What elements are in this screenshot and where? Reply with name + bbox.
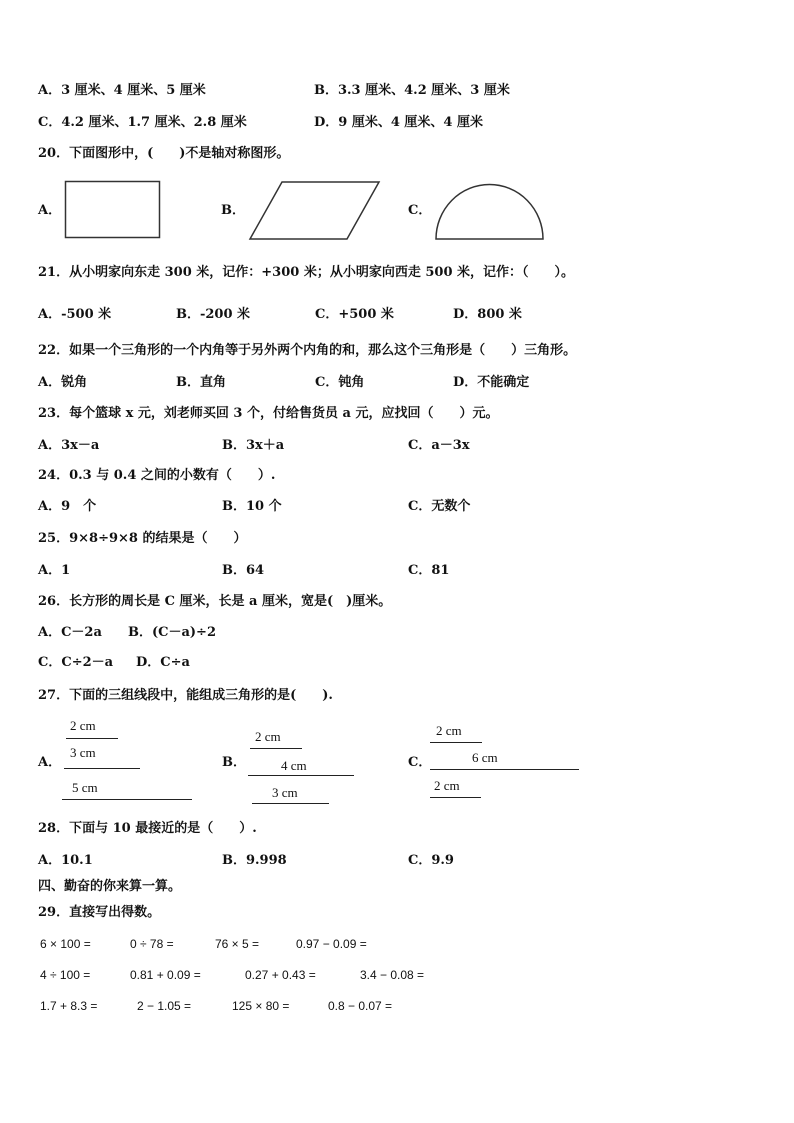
calc-item: 3.4 − 0.08 = (360, 968, 425, 982)
q21-option-d: D．800 米 (453, 307, 522, 322)
segment-b3 (252, 803, 329, 804)
segment-b3-label: 3 cm (272, 785, 298, 800)
q28-text: 28．下面与 10 最接近的是（ ）. (38, 821, 257, 836)
calc-item: 4 ÷ 100 = (40, 968, 91, 982)
parallelogram-figure (248, 180, 382, 242)
calc-item: 0.97 − 0.09 = (296, 937, 367, 951)
q19-option-c: C．4.2 厘米、1.7 厘米、2.8 厘米 (38, 115, 247, 130)
q22-text: 22．如果一个三角形的一个内角等于另外两个内角的和，那么这个三角形是（ ）三角形。 (38, 343, 577, 358)
q26-option-b: B．(C－a)÷2 (128, 625, 216, 640)
q22-option-b: B．直角 (176, 375, 226, 390)
q28-option-a: A．10.1 (38, 853, 93, 868)
calc-item: 0.27 + 0.43 = (245, 968, 316, 982)
semicircle-figure (434, 182, 546, 242)
q27-text: 27．下面的三组线段中，能组成三角形的是( ). (38, 688, 333, 703)
q26-option-c: C．C÷2－a (38, 655, 114, 670)
q20-text: 20．下面图形中，( )不是轴对称图形。 (38, 146, 290, 161)
segment-a2 (64, 768, 140, 769)
calc-item: 6 × 100 = (40, 937, 91, 951)
segment-c2-label: 6 cm (472, 750, 498, 765)
segment-b1 (250, 748, 302, 749)
segment-c1-label: 2 cm (436, 723, 462, 738)
q26-option-d: D．C÷a (136, 655, 190, 670)
q24-option-c: C．无数个 (408, 499, 471, 514)
segment-c2 (430, 769, 579, 770)
q27-label-c: C． (408, 755, 432, 770)
q24-text: 24．0.3 与 0.4 之间的小数有（ ）. (38, 468, 276, 483)
q19-option-d: D．9 厘米、4 厘米、4 厘米 (314, 115, 483, 130)
segment-b2 (248, 775, 354, 776)
calc-item: 76 × 5 = (215, 937, 260, 951)
segment-c1 (430, 742, 482, 743)
calc-item: 0.81 + 0.09 = (130, 968, 201, 982)
q25-text: 25．9×8÷9×8 的结果是（ ） (38, 531, 247, 546)
segment-a1-label: 2 cm (70, 718, 96, 733)
q23-option-c: C．a－3x (408, 438, 470, 453)
q25-option-a: A．1 (38, 563, 71, 578)
q22-option-d: D．不能确定 (453, 375, 530, 390)
q21-option-c: C．+500 米 (315, 307, 394, 322)
q20-label-b: B． (221, 203, 245, 218)
calc-item: 0 ÷ 78 = (130, 937, 174, 951)
q23-option-a: A．3x－a (38, 438, 100, 453)
q26-text: 26．长方形的周长是 C 厘米，长是 a 厘米，宽是( )厘米。 (38, 594, 392, 609)
segment-a3 (62, 799, 192, 800)
q24-option-a: A．9 个 (38, 499, 97, 514)
q26-option-a: A．C－2a (38, 625, 102, 640)
q25-option-b: B．64 (222, 563, 265, 578)
q21-option-b: B．-200 米 (176, 307, 251, 322)
segment-b1-label: 2 cm (255, 729, 281, 744)
q25-option-c: C．81 (408, 563, 450, 578)
q19-option-b: B．3.3 厘米、4.2 厘米、3 厘米 (314, 83, 510, 98)
rectangle-figure (64, 180, 162, 240)
q21-option-a: A．-500 米 (38, 307, 112, 322)
calc-item: 1.7 + 8.3 = (40, 999, 98, 1013)
q23-text: 23．每个篮球 x 元，刘老师买回 3 个，付给售货员 a 元，应找回（ ）元。 (38, 406, 499, 421)
q20-label-c: C． (408, 203, 432, 218)
q28-option-b: B．9.998 (222, 853, 287, 868)
calc-item: 125 × 80 = (232, 999, 290, 1013)
q23-option-b: B．3x＋a (222, 438, 285, 453)
q29-text: 29．直接写出得数。 (38, 905, 161, 920)
q27-label-b: B． (222, 755, 246, 770)
segment-a2-label: 3 cm (70, 745, 96, 760)
q19-option-a: A．3 厘米、4 厘米、5 厘米 (38, 83, 206, 98)
q28-option-c: C．9.9 (408, 853, 454, 868)
segment-c3-label: 2 cm (434, 778, 460, 793)
segment-b2-label: 4 cm (281, 758, 307, 773)
segment-a1 (66, 738, 118, 739)
section-heading: 四、勤奋的你来算一算。 (38, 879, 182, 894)
q22-option-a: A．锐角 (38, 375, 88, 390)
calc-item: 2 − 1.05 = (137, 999, 192, 1013)
q20-label-a: A． (38, 203, 62, 218)
segment-a3-label: 5 cm (72, 780, 98, 795)
q22-option-c: C．钝角 (315, 375, 365, 390)
q24-option-b: B．10 个 (222, 499, 282, 514)
q27-label-a: A． (38, 755, 62, 770)
segment-c3 (430, 797, 481, 798)
calc-item: 0.8 − 0.07 = (328, 999, 393, 1013)
q21-text: 21．从小明家向东走 300 米，记作：+300 米；从小明家向西走 500 米，记作：（ ）。 (38, 265, 575, 280)
